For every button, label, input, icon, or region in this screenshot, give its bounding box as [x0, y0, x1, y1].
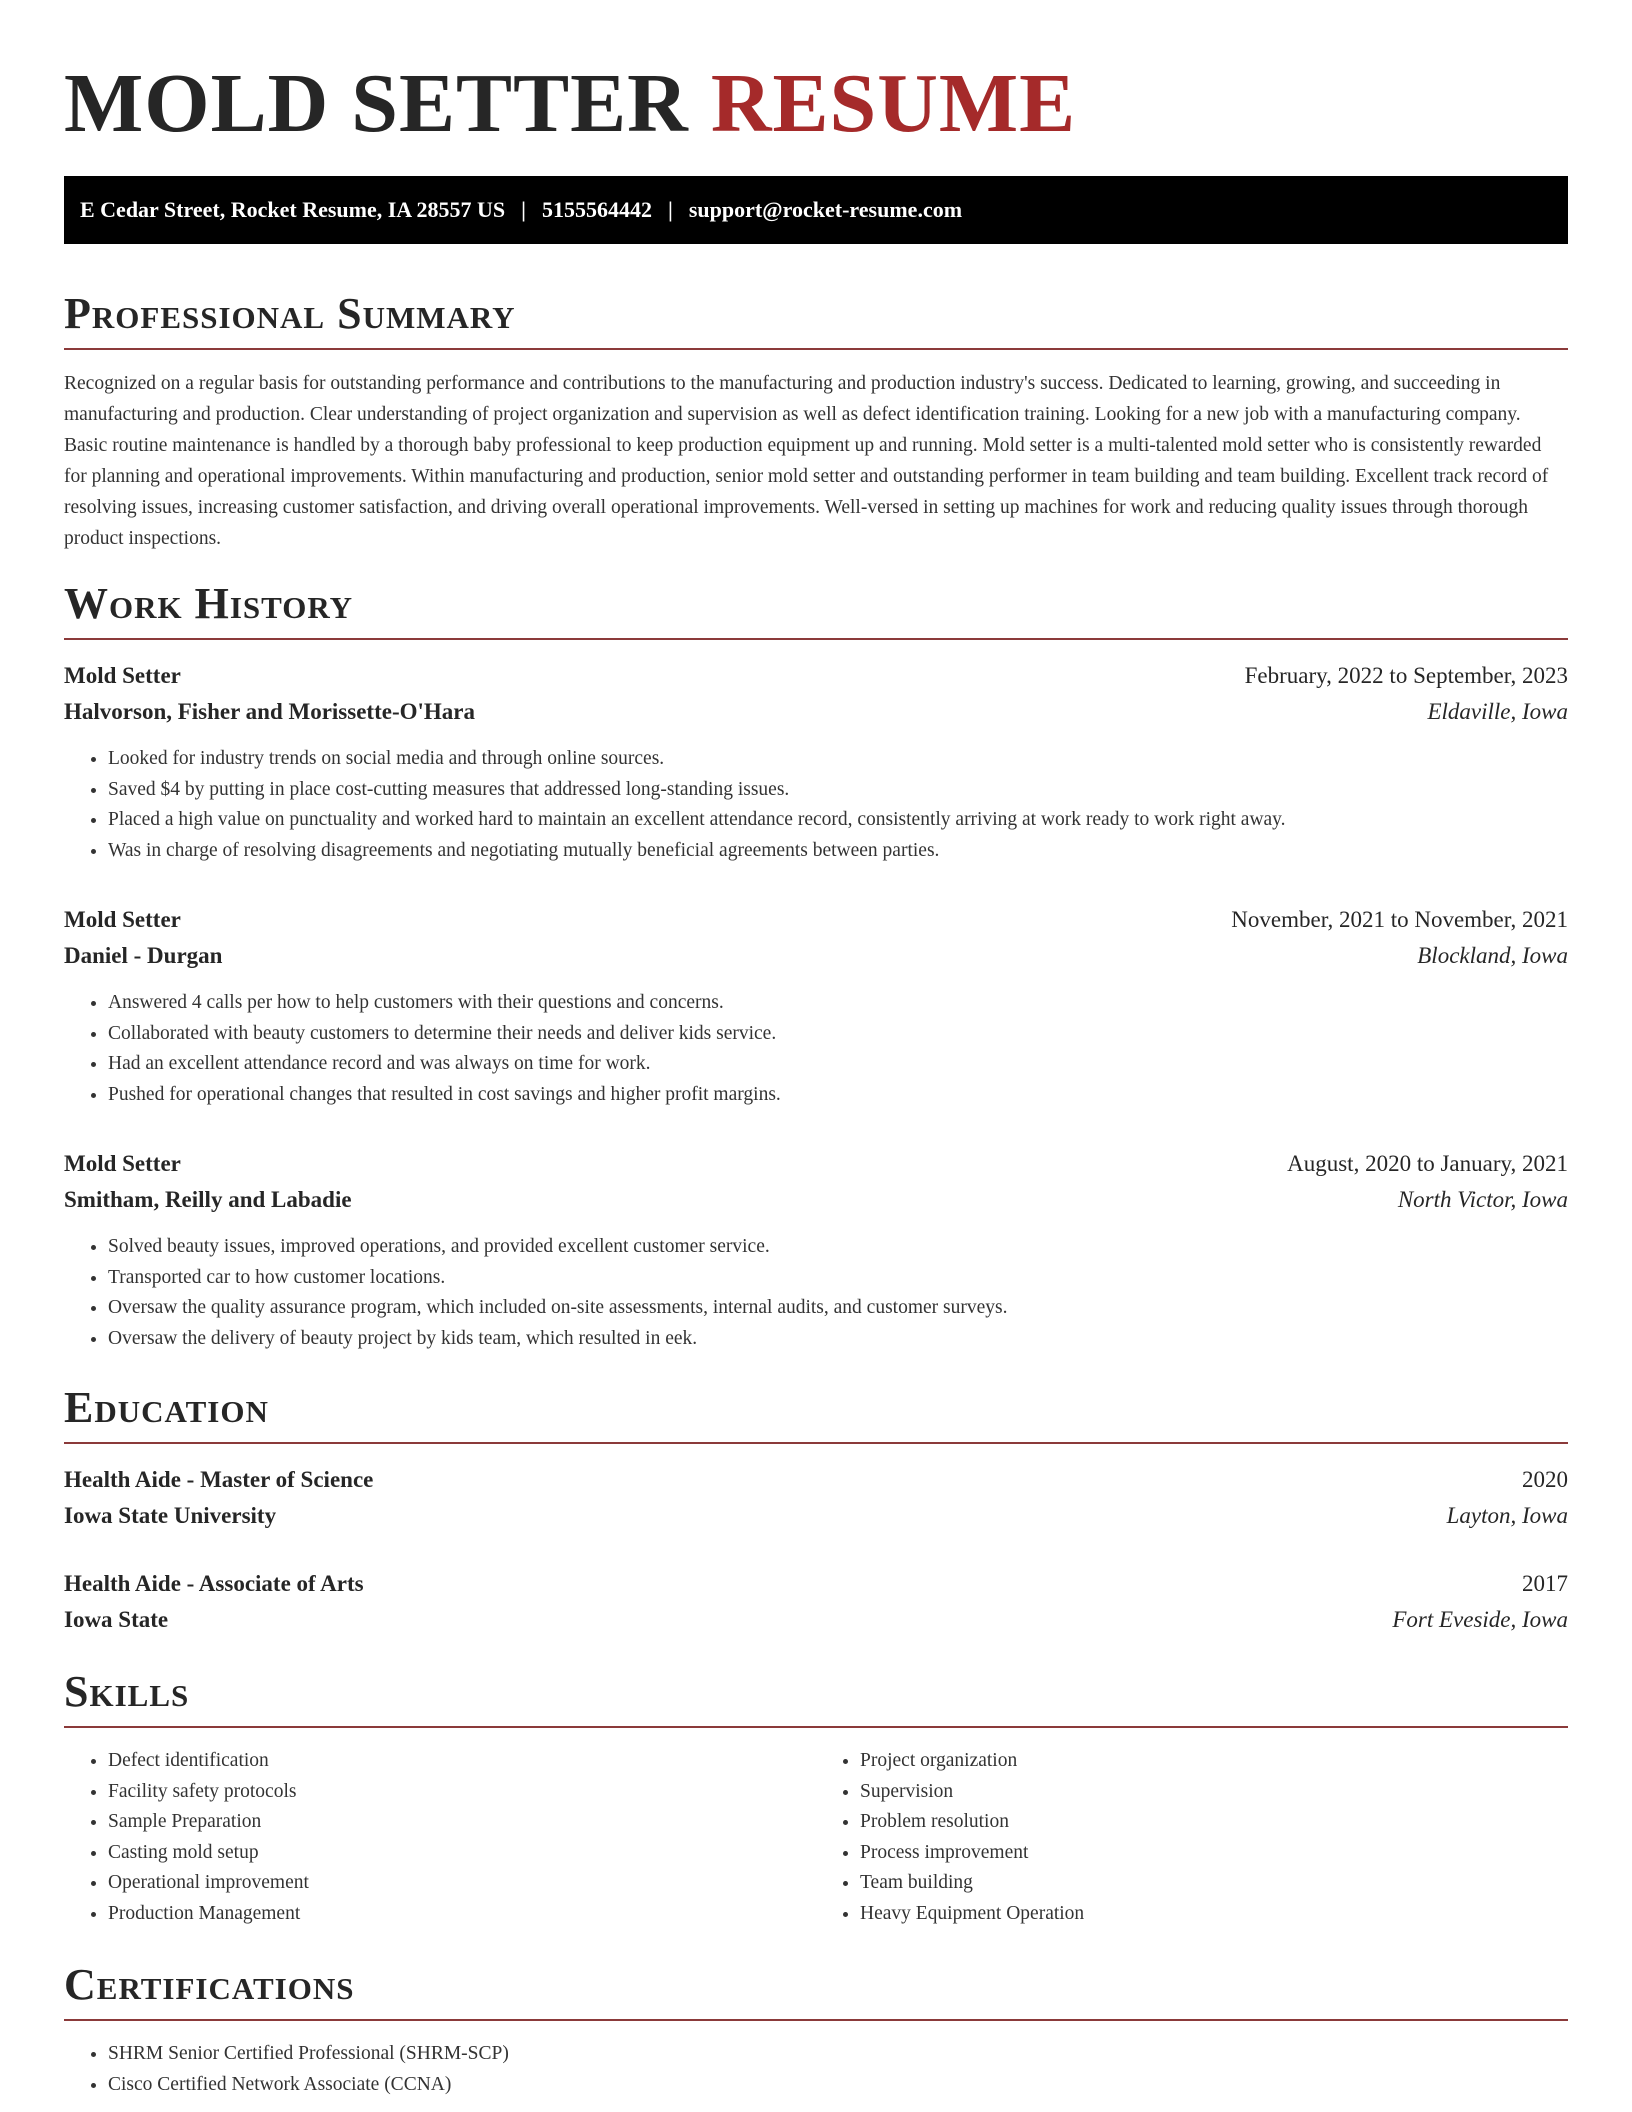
- contact-phone: 5155564442: [541, 197, 652, 222]
- education-entry: [64, 1566, 1568, 1638]
- job-bullet: • Placed a high value on punctuality and worked hard to maintain an excellent attendance record, consistently arriving at work ready to work right away.: [108, 805, 1568, 836]
- certifications-list: [64, 2039, 1568, 2100]
- job-location: Eldaville, Iowa: [1427, 699, 1568, 724]
- education-entry: [64, 1462, 1568, 1534]
- job-title: Mold Setter: [64, 907, 181, 932]
- education-school-row: [64, 1602, 1568, 1638]
- job-company-row: [64, 1182, 1568, 1218]
- section-divider: [64, 638, 1568, 640]
- work-history-heading: Work History: [64, 579, 354, 628]
- skill-item: • Project organization: [860, 1746, 1568, 1777]
- title-main: MOLD SETTER: [64, 57, 689, 150]
- skill-item: • Production Management: [108, 1899, 816, 1930]
- job-bullet: • Oversaw the quality assurance program, which included on-site assessments, internal audits, and customer surveys.: [108, 1293, 1568, 1324]
- skill-item: • Team building: [860, 1868, 1568, 1899]
- job-entry: [64, 658, 1568, 866]
- skill-item: • Heavy Equipment Operation: [860, 1899, 1568, 1930]
- job-bullet: • Saved $4 by putting in place cost-cutting measures that addressed long-standing issues.: [108, 775, 1568, 806]
- education-degree: Health Aide - Master of Science: [64, 1467, 374, 1492]
- summary-text: Recognized on a regular basis for outstanding performance and contributions to the manufacturing and production industry's success. Dedicated to learning, growing, and succeeding in manufacturing and production. Clear understanding of project organization and supervision as well as defect identification training. Looking for a new job with a manufacturing company. Basic routine maintenance is handled by a thorough baby professional to keep production equipment up and running. Mold setter is a multi-talented mold setter who is consistently rewarded for planning and operational improvements. Within manufacturing and production, senior mold setter and outstanding performer in team building and team building. Excellent track record of resolving issues, increasing customer satisfaction, and driving overall operational improvements. Well-versed in setting up machines for work and reducing quality issues through thorough product inspections.: [64, 373, 1549, 549]
- job-dates: November, 2021 to November, 2021: [1231, 907, 1568, 932]
- contact-separator: |: [521, 197, 526, 222]
- section-divider: [64, 1442, 1568, 1444]
- job-entry: [64, 902, 1568, 1110]
- certifications-section: [64, 1959, 1568, 2100]
- job-bullet: • Collaborated with beauty customers to determine their needs and deliver kids service.: [108, 1019, 1568, 1050]
- skill-item: • Supervision: [860, 1777, 1568, 1808]
- certifications-heading: Certifications: [64, 1960, 355, 2009]
- job-bullet: • Oversaw the delivery of beauty project by kids team, which resulted in eek.: [108, 1324, 1568, 1355]
- section-divider: [64, 348, 1568, 350]
- education-degree: Health Aide - Associate of Arts: [64, 1571, 364, 1596]
- skill-item: • Facility safety protocols: [108, 1777, 816, 1808]
- skills-grid: [64, 1746, 1568, 1929]
- section-divider: [64, 1726, 1568, 1728]
- education-year: 2017: [1522, 1571, 1568, 1596]
- job-bullet: • Solved beauty issues, improved operations, and provided excellent customer service.: [108, 1232, 1568, 1263]
- job-title: Mold Setter: [64, 1151, 181, 1176]
- contact-bar: [64, 176, 1568, 244]
- job-bullet: • Transported car to how customer locations.: [108, 1263, 1568, 1294]
- job-dates: August, 2020 to January, 2021: [1287, 1151, 1568, 1176]
- job-location: North Victor, Iowa: [1397, 1187, 1568, 1212]
- education-section: [64, 1382, 1568, 1638]
- skill-item: • Sample Preparation: [108, 1807, 816, 1838]
- education-location: Fort Eveside, Iowa: [1392, 1607, 1568, 1632]
- job-company: Smitham, Reilly and Labadie: [64, 1187, 352, 1212]
- education-year: 2020: [1522, 1467, 1568, 1492]
- job-bullet: • Looked for industry trends on social media and through online sources.: [108, 744, 1568, 775]
- contact-email: support@rocket-resume.com: [688, 197, 963, 222]
- job-bullets: [64, 1232, 1568, 1354]
- certification-item: • SHRM Senior Certified Professional (SHRM-SCP): [108, 2039, 1568, 2070]
- job-company-row: [64, 938, 1568, 974]
- education-school-row: [64, 1498, 1568, 1534]
- skill-item: • Defect identification: [108, 1746, 816, 1777]
- section-divider: [64, 2019, 1568, 2021]
- job-company-row: [64, 694, 1568, 730]
- education-heading: Education: [64, 1383, 269, 1432]
- skills-list-right: [816, 1746, 1568, 1929]
- job-header-row: [64, 1146, 1568, 1182]
- education-location: Layton, Iowa: [1446, 1503, 1568, 1528]
- education-school: Iowa State University: [64, 1503, 277, 1528]
- skill-item: • Operational improvement: [108, 1868, 816, 1899]
- summary-section: [64, 288, 1568, 554]
- skill-item: • Problem resolution: [860, 1807, 1568, 1838]
- certification-item: • Cisco Certified Network Associate (CCNA): [108, 2070, 1568, 2101]
- education-school: Iowa State: [64, 1607, 169, 1632]
- job-bullet: • Was in charge of resolving disagreements and negotiating mutually beneficial agreements between parties.: [108, 836, 1568, 867]
- skill-item: • Casting mold setup: [108, 1838, 816, 1869]
- education-degree-row: [64, 1566, 1568, 1602]
- job-bullet: • Had an excellent attendance record and was always on time for work.: [108, 1049, 1568, 1080]
- job-title: Mold Setter: [64, 663, 181, 688]
- work-history-section: [64, 578, 1568, 1354]
- job-bullet: • Pushed for operational changes that resulted in cost savings and higher profit margins.: [108, 1080, 1568, 1111]
- job-header-row: [64, 658, 1568, 694]
- job-header-row: [64, 902, 1568, 938]
- summary-heading: Professional Summary: [64, 289, 516, 338]
- job-location: Blockland, Iowa: [1417, 943, 1568, 968]
- job-company: Halvorson, Fisher and Morissette-O'Hara: [64, 699, 475, 724]
- job-bullet: • Answered 4 calls per how to help customers with their questions and concerns.: [108, 988, 1568, 1019]
- skills-section: [64, 1666, 1568, 1929]
- job-bullets: [64, 744, 1568, 866]
- job-bullets: [64, 988, 1568, 1110]
- title-accent: RESUME: [710, 57, 1077, 150]
- contact-separator: |: [667, 197, 673, 222]
- skills-heading: Skills: [64, 1667, 190, 1716]
- skills-list-left: [64, 1746, 816, 1929]
- contact-address: E Cedar Street, Rocket Resume, IA 28557 US: [80, 197, 506, 222]
- job-entry: [64, 1146, 1568, 1354]
- job-company: Daniel - Durgan: [64, 943, 223, 968]
- job-dates: February, 2022 to September, 2023: [1244, 663, 1568, 688]
- resume-title: [64, 54, 1568, 154]
- skill-item: • Process improvement: [860, 1838, 1568, 1869]
- education-degree-row: [64, 1462, 1568, 1498]
